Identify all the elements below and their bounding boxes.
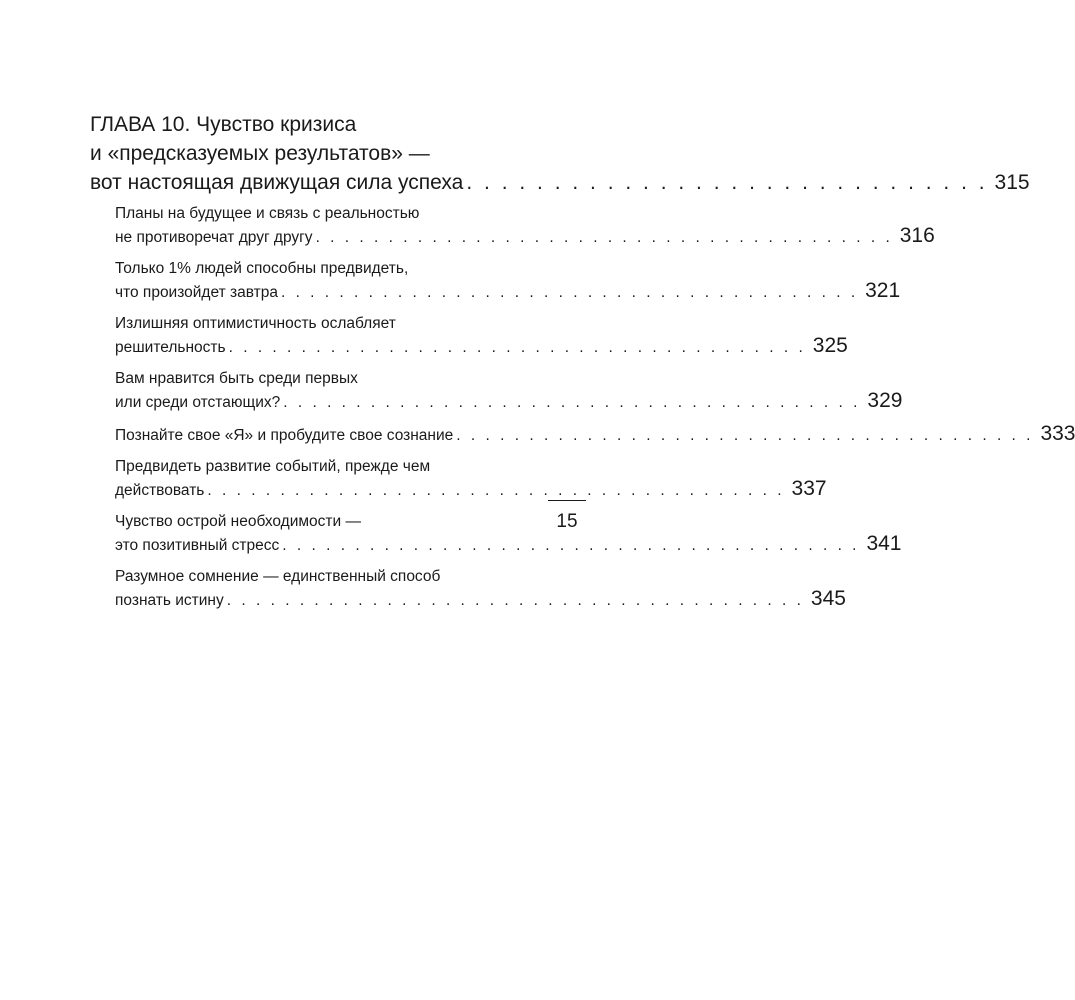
entry-title-line: действовать	[115, 482, 205, 499]
toc-entry	[115, 368, 903, 414]
toc-entry	[115, 422, 1075, 447]
entry-title-line: Вам нравится быть среди первых	[115, 370, 358, 387]
entry-page-number: 316	[899, 224, 935, 247]
entry-title-line: Только 1% людей способны предвидеть,	[115, 260, 409, 277]
dot-leader: . . . . . . . . . . . . . . . . . . . . . . . . . . . . . . . . . . . . . . . .	[280, 284, 859, 301]
chapter-title-line: вот настоящая движущая сила успеха	[90, 171, 464, 194]
toc-entry	[115, 456, 827, 502]
toc-entry	[115, 203, 935, 249]
entry-title-line: Планы на будущее и связь с реальностью	[115, 205, 420, 222]
entry-title-line: решительность	[115, 339, 226, 356]
dot-leader: . . . . . . . . . . . . . . . . . . . . . . . . . . . . . .	[466, 171, 988, 194]
table-of-contents	[90, 110, 1075, 621]
toc-entry	[115, 258, 901, 304]
toc-entry	[115, 313, 848, 359]
entry-title-line: Разумное сомнение — единственный способ	[115, 568, 441, 585]
entry-page-number: 341	[866, 532, 902, 555]
entry-page-number: 345	[810, 587, 846, 610]
entry-page-number: 329	[867, 389, 903, 412]
folio-rule	[548, 500, 586, 501]
chapter-title-line: и «предсказуемых результатов» —	[90, 142, 430, 165]
page-number: 15	[556, 511, 578, 532]
entry-title-line: что произойдет завтра	[115, 284, 278, 301]
entry-title-line: познать истину	[115, 592, 224, 609]
entry-page-number: 333	[1040, 422, 1075, 445]
entry-title-line: Познайте свое «Я» и пробудите свое сознание	[115, 427, 454, 444]
entry-page-number: 325	[812, 334, 848, 357]
page-folio	[548, 500, 586, 533]
dot-leader: . . . . . . . . . . . . . . . . . . . . . . . . . . . . . . . . . . . . . . . .	[228, 339, 806, 356]
dot-leader: . . . . . . . . . . . . . . . . . . . . . . . . . . . . . . . . . . . . . . . .	[282, 537, 860, 554]
entry-title-line: Предвидеть развитие событий, прежде чем	[115, 458, 431, 475]
dot-leader: . . . . . . . . . . . . . . . . . . . . . . . . . . . . . . . . . . . . . . . .	[315, 229, 893, 246]
entry-title-line: Излишняя оптимистичность ослабляет	[115, 315, 396, 332]
entry-title-line: это позитивный стресс	[115, 537, 280, 554]
chapter-title-line: ГЛАВА 10. Чувство кризиса	[90, 113, 357, 136]
dot-leader: . . . . . . . . . . . . . . . . . . . . . . . . . . . . . . . . . . . . . . . .	[207, 482, 785, 499]
entry-page-number: 337	[791, 477, 827, 500]
chapter-page-number: 315	[994, 171, 1030, 194]
entry-page-number: 321	[865, 279, 901, 302]
chapter-heading	[90, 110, 1030, 197]
dot-leader: . . . . . . . . . . . . . . . . . . . . . . . . . . . . . . . . . . . . . . . .	[226, 592, 804, 609]
toc-entry	[115, 566, 846, 612]
entry-title-line: Чувство острой необходимости —	[115, 513, 361, 530]
entry-title-line: не противоречат друг другу	[115, 229, 313, 246]
dot-leader: . . . . . . . . . . . . . . . . . . . . . . . . . . . . . . . . . . . . . . . .	[456, 427, 1034, 444]
dot-leader: . . . . . . . . . . . . . . . . . . . . . . . . . . . . . . . . . . . . . . . .	[283, 394, 861, 411]
entry-title-line: или среди отстающих?	[115, 394, 281, 411]
